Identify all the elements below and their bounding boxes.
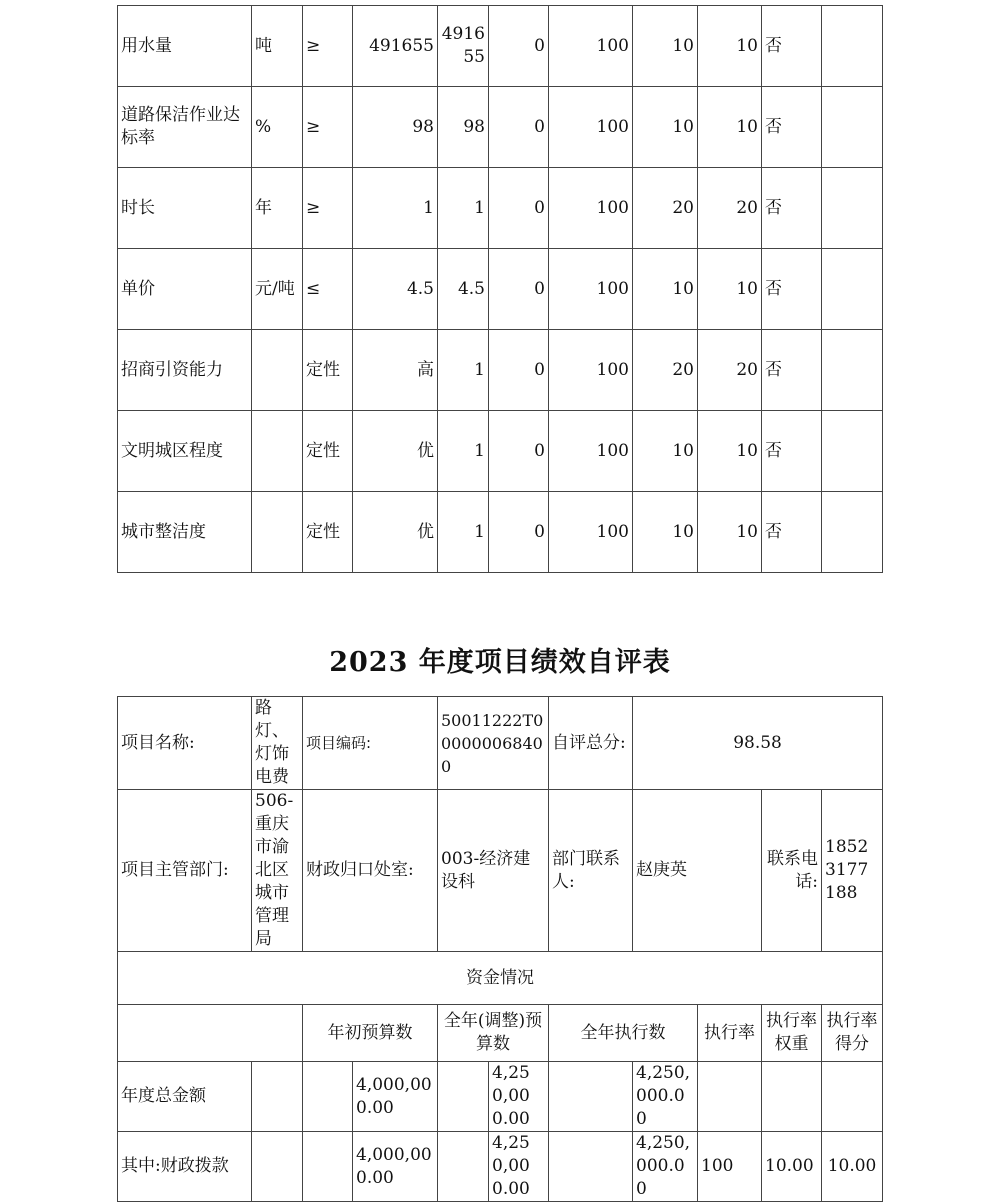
indicator-name: 用水量: [118, 6, 252, 87]
contact-label: 部门联系人:: [549, 790, 633, 952]
indicator-value-a: 0: [489, 411, 549, 492]
indicator-score: 10: [698, 411, 762, 492]
indicator-flag: 否: [762, 330, 822, 411]
indicator-unit: 吨: [252, 6, 303, 87]
rate-score-header: 执行率得分: [822, 1005, 883, 1062]
indicator-note: [822, 330, 883, 411]
indicator-name: 单价: [118, 249, 252, 330]
indicator-target: 4.5: [353, 249, 438, 330]
self-evaluation-table: [117, 696, 883, 1202]
department-label: 项目主管部门:: [118, 790, 252, 952]
indicator-value-b: 100: [549, 87, 633, 168]
indicator-row: [118, 6, 883, 87]
execution-value: 4,250,000.00: [633, 1132, 698, 1202]
funds-row-label: 其中:财政拨款: [118, 1132, 252, 1202]
indicator-operator: ≥: [303, 6, 353, 87]
indicator-weight: 20: [633, 168, 698, 249]
indicator-row: [118, 492, 883, 573]
indicator-operator: 定性: [303, 411, 353, 492]
indicator-value-a: 0: [489, 249, 549, 330]
project-name-value: 路灯、灯饰电费: [252, 697, 303, 790]
self-score-value: 98.58: [633, 697, 883, 790]
department-row: [118, 790, 883, 952]
indicator-value-a: 0: [489, 492, 549, 573]
indicator-target: 高: [353, 330, 438, 411]
indicator-actual: 98: [438, 87, 489, 168]
initial-budget-value: 4,000,000.00: [353, 1132, 438, 1202]
indicator-unit: 元/吨: [252, 249, 303, 330]
rate-score-value: 10.00: [822, 1132, 883, 1202]
funds-header-row: [118, 1005, 883, 1062]
indicator-value-b: 100: [549, 492, 633, 573]
indicator-flag: 否: [762, 87, 822, 168]
office-value: 003-经济建设科: [438, 790, 549, 952]
indicator-flag: 否: [762, 492, 822, 573]
rate-weight-value: 10.00: [762, 1132, 822, 1202]
rate-weight-value: [762, 1062, 822, 1132]
indicator-name: 城市整洁度: [118, 492, 252, 573]
project-info-row: [118, 697, 883, 790]
funds-section-title: 资金情况: [118, 952, 883, 1005]
funds-total-row: [118, 1062, 883, 1132]
indicator-score: 10: [698, 87, 762, 168]
indicator-value-b: 100: [549, 6, 633, 87]
indicator-value-a: 0: [489, 6, 549, 87]
indicator-row: [118, 168, 883, 249]
rate-weight-header: 执行率权重: [762, 1005, 822, 1062]
adjusted-budget-header: 全年(调整)预算数: [438, 1005, 549, 1062]
rate-score-value: [822, 1062, 883, 1132]
office-label: 财政归口处室:: [303, 790, 438, 952]
indicator-actual: 1: [438, 492, 489, 573]
indicator-note: [822, 249, 883, 330]
indicator-actual: 1: [438, 330, 489, 411]
indicator-score: 20: [698, 168, 762, 249]
project-code-label: 项目编码:: [303, 697, 438, 790]
indicator-row: [118, 411, 883, 492]
indicator-actual: 1: [438, 168, 489, 249]
indicator-name: 道路保洁作业达标率: [118, 87, 252, 168]
indicator-name: 招商引资能力: [118, 330, 252, 411]
indicator-operator: ≥: [303, 87, 353, 168]
indicator-actual: 4.5: [438, 249, 489, 330]
indicator-operator: ≥: [303, 168, 353, 249]
indicator-row: [118, 87, 883, 168]
indicator-value-b: 100: [549, 411, 633, 492]
execution-value: 4,250,000.00: [633, 1062, 698, 1132]
execution-header: 全年执行数: [549, 1005, 698, 1062]
indicator-unit: [252, 492, 303, 573]
indicator-score: 10: [698, 249, 762, 330]
self-score-label: 自评总分:: [549, 697, 633, 790]
indicator-weight: 10: [633, 492, 698, 573]
execution-rate-value: 100: [698, 1132, 762, 1202]
initial-budget-header: 年初预算数: [303, 1005, 438, 1062]
indicator-note: [822, 168, 883, 249]
indicator-value-b: 100: [549, 168, 633, 249]
indicator-name: 文明城区程度: [118, 411, 252, 492]
indicator-flag: 否: [762, 411, 822, 492]
adjusted-budget-value: 4,250,000.00: [489, 1132, 549, 1202]
execution-rate-header: 执行率: [698, 1005, 762, 1062]
execution-rate-value: [698, 1062, 762, 1132]
indicator-weight: 20: [633, 330, 698, 411]
initial-budget-value: 4,000,000.00: [353, 1062, 438, 1132]
indicator-name: 时长: [118, 168, 252, 249]
indicator-actual: 491655: [438, 6, 489, 87]
indicator-row: [118, 249, 883, 330]
contact-value: 赵庚英: [633, 790, 762, 952]
indicator-target: 98: [353, 87, 438, 168]
indicator-unit: [252, 330, 303, 411]
indicator-score: 10: [698, 6, 762, 87]
indicator-flag: 否: [762, 249, 822, 330]
indicator-weight: 10: [633, 249, 698, 330]
indicator-weight: 10: [633, 411, 698, 492]
indicator-flag: 否: [762, 6, 822, 87]
indicator-unit: [252, 411, 303, 492]
funds-fiscal-row: [118, 1132, 883, 1202]
indicator-operator: 定性: [303, 330, 353, 411]
indicator-value-a: 0: [489, 330, 549, 411]
indicator-value-a: 0: [489, 87, 549, 168]
funds-section-row: [118, 952, 883, 1005]
indicator-target: 491655: [353, 6, 438, 87]
indicator-unit: %: [252, 87, 303, 168]
indicator-operator: ≤: [303, 249, 353, 330]
indicator-flag: 否: [762, 168, 822, 249]
department-value: 506-重庆市渝北区城市管理局: [252, 790, 303, 952]
indicator-target: 优: [353, 411, 438, 492]
page-title: 2023 年度项目绩效自评表: [329, 647, 671, 678]
indicator-unit: 年: [252, 168, 303, 249]
indicator-weight: 10: [633, 6, 698, 87]
project-code-value: 50011222T000000068400: [438, 697, 549, 790]
indicator-target: 1: [353, 168, 438, 249]
project-name-label: 项目名称:: [118, 697, 252, 790]
indicator-row: [118, 330, 883, 411]
phone-label: 联系电话:: [762, 790, 822, 952]
indicator-note: [822, 411, 883, 492]
indicator-score: 10: [698, 492, 762, 573]
funds-header-blank: [118, 1005, 303, 1062]
indicator-note: [822, 6, 883, 87]
phone-value: 18523177188: [822, 790, 883, 952]
adjusted-budget-value: 4,250,000.00: [489, 1062, 549, 1132]
indicator-operator: 定性: [303, 492, 353, 573]
indicator-value-b: 100: [549, 249, 633, 330]
indicator-table: [117, 5, 883, 573]
indicator-target: 优: [353, 492, 438, 573]
indicator-value-b: 100: [549, 330, 633, 411]
indicator-actual: 1: [438, 411, 489, 492]
indicator-note: [822, 87, 883, 168]
indicator-weight: 10: [633, 87, 698, 168]
indicator-value-a: 0: [489, 168, 549, 249]
indicator-note: [822, 492, 883, 573]
funds-row-label: 年度总金额: [118, 1062, 252, 1132]
indicator-score: 20: [698, 330, 762, 411]
